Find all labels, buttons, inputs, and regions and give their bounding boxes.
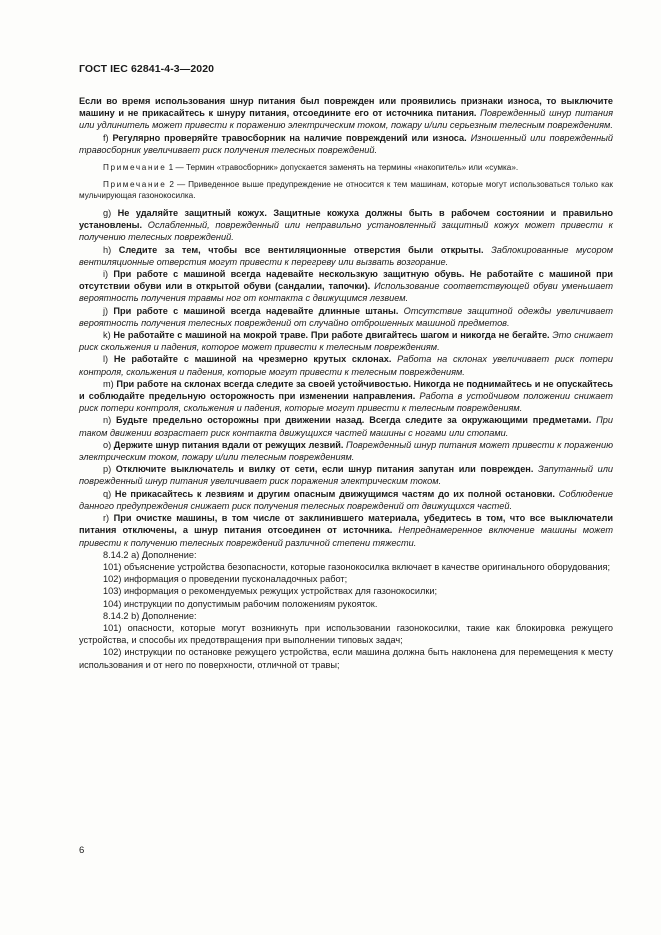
item-h [79, 244, 613, 268]
item-bold: Не работайте с машиной на чрезмерно крутых склонах. [108, 354, 392, 365]
note-label: Примечание [103, 163, 167, 173]
note-label: Примечание [103, 180, 167, 190]
item-italic: Соблюдение данного предупреждения снижает риск получения телесных повреждений от движущихся частей. [79, 488, 613, 511]
intro-italic: Поврежденный шнур питания или удлинитель может привести к поражению электрическим током, пожару и/или серьезным телесным повреждениям. [79, 108, 613, 131]
item-italic: Поврежденный шнур питания может привести к поражению электрическим током, пожару и/или телесным повреждениям. [79, 439, 613, 463]
item-k [79, 329, 613, 353]
item-italic: Заблокированные мусором вентиляционные отверстия могут привести к перегреву или вызвать возгорание. [79, 244, 613, 267]
item-italic: Это снижает риск скольжения и падения, которое может привести к телесным повреждениям. [79, 330, 613, 353]
item-letter: m) [103, 378, 114, 389]
item-bold: При работе на склонах всегда следите за своей устойчивостью. Никогда не поднимайтесь и не опускайтесь и соблюдайте предельную осторожность при изменении направления. [79, 378, 613, 402]
item-bold: Не работайте с машиной на мокрой траве. При работе двигайтесь шагом и никогда не бегайте. [110, 330, 550, 341]
item-letter: n) [103, 415, 112, 426]
item-q [79, 488, 613, 512]
list-item: 101) объяснение устройства безопасности, которые газонокосилка включает в качестве оригинального оборудования; [103, 561, 611, 572]
item-r [79, 512, 613, 549]
item-p [79, 463, 613, 487]
item-letter: j) [103, 305, 109, 316]
item-letter: h) [103, 244, 112, 255]
item-letter: q) [103, 488, 112, 499]
item-bold: Держите шнур питания вдали от режущих лезвий. [111, 439, 344, 450]
section-8-14-2-b: 8.14.2 b) Дополнение: [103, 610, 197, 621]
item-letter: r) [103, 513, 110, 524]
list-item: 102) инструкции по остановке режущего устройства, если машина должна быть наклонена для перемещения к месту использования и от него по поверхности, отличной от травы; [79, 647, 613, 670]
item-f [79, 132, 613, 156]
note-2 [79, 179, 613, 201]
item-bold: Не прикасайтесь к лезвиям и другим опасным движущимся частям до их полной остановки. [111, 488, 555, 499]
item-italic: Ослабленный, поврежденный или неправильно установленный защитный кожух может привести к получению телесных повреждений. [79, 220, 613, 243]
item-italic: Непреднамеренное включение машины может привести к получению телесных повреждений различной степени тяжести. [79, 525, 613, 548]
item-l [79, 353, 613, 377]
document-body [79, 95, 613, 671]
item-g [79, 207, 613, 244]
item-bold: Регулярно проверяйте травосборник на наличие повреждений или износа. [108, 132, 467, 143]
item-bold: Не удаляйте защитный кожух. Защитные кожуха должны быть в рабочем состоянии и правильно установлены. [79, 208, 613, 231]
item-letter: l) [103, 354, 109, 365]
item-italic: Отсутствие защитной одежды увеличивает вероятность получения телесных повреждений от случайно отброшенных машиной предметов. [79, 305, 613, 328]
item-bold: Будьте предельно осторожны при движении назад. Всегда следите за окружающими предметами. [111, 415, 592, 426]
list-item: 102) информация о проведении пусконаладочных работ; [103, 574, 348, 585]
item-n [79, 414, 613, 438]
item-italic: Работа на склонах увеличивает риск потери контроля, скольжения и падения, которые могут привести к телесным повреждениям. [79, 354, 613, 377]
item-bold: При очистке машины, в том числе от заклинившего материала, убедитесь в том, что все выключатели питания отключены, а шнур питания отсоединен от источника. [79, 513, 613, 536]
list-item: 104) инструкции по допустимым рабочим положениям рукояток. [103, 598, 378, 609]
list-item: 103) информация о рекомендуемых режущих устройствах для газонокосилки; [103, 586, 438, 597]
item-letter: p) [103, 464, 112, 475]
note-text: 1 — Термин «травосборник» допускается заменять на термины «накопитель» или «сумка». [166, 163, 519, 173]
document-header: ГОСТ IEC 62841-4-3—2020 [79, 63, 215, 75]
note-1 [79, 162, 613, 173]
item-bold: При работе с машиной всегда надевайте нескользкую защитную обувь. Не работайте с машиной при отсутствии обуви или в открытой обуви (сандалии, тапочки). [79, 269, 613, 292]
item-letter: i) [103, 269, 109, 280]
intro-paragraph [79, 95, 613, 132]
item-letter: k) [103, 330, 111, 341]
item-o [79, 439, 613, 463]
item-italic: Работа в устойчивом положении снижает риск потери контроля, скольжения и падения, которые могут привести к телесным повреждениям. [79, 391, 613, 414]
item-italic: Запутанный или поврежденный шнур питания увеличивает риск поражения электрическим током. [79, 464, 613, 487]
section-8-14-2-a: 8.14.2 a) Дополнение: [103, 549, 197, 560]
item-m [79, 378, 613, 415]
item-bold: Следите за тем, чтобы все вентиляционные отверстия были открыты. [111, 244, 484, 255]
item-italic: Изношенный или поврежденный травосборник увеличивает риск получения телесных повреждений. [79, 132, 614, 155]
item-letter: g) [103, 208, 112, 219]
item-j [79, 305, 613, 329]
intro-bold: Если во время использования шнур питания был поврежден или проявились признаки износа, то выключите машину и не прикасайтесь к шнуру питания, отсоедините его от источника питания. [79, 96, 613, 119]
item-i [79, 268, 613, 305]
item-letter: o) [103, 439, 112, 450]
item-bold: При работе с машиной всегда надевайте длинные штаны. [108, 305, 399, 316]
item-bold: Отключите выключатель и вилку от сети, если шнур питания запутан или поврежден. [111, 464, 534, 475]
item-letter: f) [103, 132, 109, 143]
list-item: 101) опасности, которые могут возникнуть при использовании газонокосилки, такие как блокировка режущего устройства, и способы их предотвращения при выполнении типовых задач; [79, 622, 613, 646]
item-italic: При таком движении возрастает риск контакта движущихся частей машины с ногами или стопами. [79, 415, 614, 438]
item-italic: Использование соответствующей обуви уменьшает вероятность получения травмы ног от контакта с движущимся лезвием. [79, 281, 613, 304]
page-number: 6 [79, 845, 85, 856]
note-text: 2 — Приведенное выше предупреждение не относится к тем машинам, которые могут использоваться только как мульчирующая газонокосилка. [79, 180, 613, 201]
